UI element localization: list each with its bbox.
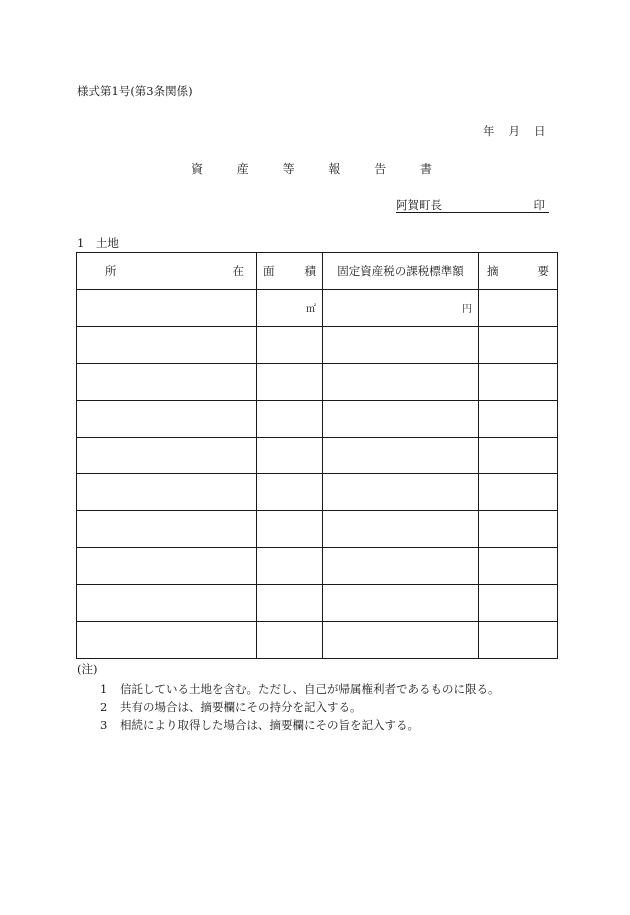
remarks-cell[interactable]	[479, 622, 558, 659]
location-cell[interactable]	[77, 400, 257, 437]
area-cell[interactable]	[257, 474, 323, 511]
tax-standard-cell[interactable]	[323, 400, 479, 437]
notes-heading: (注)	[77, 662, 98, 676]
table-header-row	[77, 253, 558, 290]
table-row	[77, 326, 558, 363]
note-item: 1 信託している土地を含む。ただし、自己が帰属権利者であるものに限る。	[100, 682, 500, 696]
tax-standard-cell[interactable]	[323, 437, 479, 474]
area-cell[interactable]	[257, 326, 323, 363]
note-item: 3 相続により取得した場合は、摘要欄にその旨を記入する。	[100, 718, 419, 732]
location-cell[interactable]	[77, 622, 257, 659]
header-location: 所 在	[77, 253, 257, 290]
note-item: 2 共有の場合は、摘要欄にその持分を記入する。	[100, 700, 362, 714]
area-cell[interactable]	[257, 437, 323, 474]
table-row	[77, 548, 558, 585]
tax-standard-cell[interactable]	[323, 585, 479, 622]
table-row	[77, 363, 558, 400]
tax-standard-cell[interactable]	[323, 622, 479, 659]
tax-standard-cell[interactable]	[323, 363, 479, 400]
table-row	[77, 585, 558, 622]
header-area: 面 積	[257, 253, 323, 290]
location-cell[interactable]	[77, 326, 257, 363]
document-title: 資 産 等 報 告 書	[190, 162, 448, 176]
location-cell[interactable]	[77, 585, 257, 622]
location-cell[interactable]	[77, 474, 257, 511]
location-cell[interactable]	[77, 548, 257, 585]
header-tax-standard: 固定資産税の課税標準額	[323, 253, 479, 290]
tax-standard-cell[interactable]	[323, 326, 479, 363]
tax-standard-cell[interactable]: 円	[323, 290, 479, 327]
mayor-label: 阿賀町長	[396, 198, 442, 212]
remarks-cell[interactable]	[479, 437, 558, 474]
remarks-cell[interactable]	[479, 400, 558, 437]
area-cell[interactable]	[257, 400, 323, 437]
form-number: 様式第1号(第3条関係)	[77, 84, 193, 98]
table-row	[77, 511, 558, 548]
remarks-cell[interactable]	[479, 363, 558, 400]
location-cell[interactable]	[77, 290, 257, 327]
land-table	[76, 252, 558, 659]
year-label: 年	[483, 124, 495, 138]
remarks-cell[interactable]	[479, 585, 558, 622]
table-row	[77, 400, 558, 437]
remarks-cell[interactable]	[479, 548, 558, 585]
table-row	[77, 290, 558, 327]
day-label: 日	[534, 124, 546, 138]
tax-standard-cell[interactable]	[323, 511, 479, 548]
area-cell[interactable]	[257, 548, 323, 585]
area-cell[interactable]	[257, 622, 323, 659]
area-cell[interactable]	[257, 585, 323, 622]
section-label: 1 土地	[77, 236, 119, 250]
month-label: 月	[508, 124, 520, 138]
header-remarks: 摘 要	[479, 253, 558, 290]
remarks-cell[interactable]	[479, 474, 558, 511]
table-row	[77, 622, 558, 659]
tax-standard-cell[interactable]	[323, 548, 479, 585]
location-cell[interactable]	[77, 511, 257, 548]
area-cell[interactable]	[257, 363, 323, 400]
date-line	[483, 123, 546, 139]
table-row	[77, 437, 558, 474]
area-cell[interactable]	[257, 511, 323, 548]
remarks-cell[interactable]	[479, 326, 558, 363]
area-cell[interactable]: ㎡	[257, 290, 323, 327]
tax-standard-cell[interactable]	[323, 474, 479, 511]
seal-label: 印	[533, 198, 545, 212]
table-row	[77, 474, 558, 511]
remarks-cell[interactable]	[479, 511, 558, 548]
addressee-line	[396, 197, 549, 213]
location-cell[interactable]	[77, 437, 257, 474]
remarks-cell[interactable]	[479, 290, 558, 327]
location-cell[interactable]	[77, 363, 257, 400]
